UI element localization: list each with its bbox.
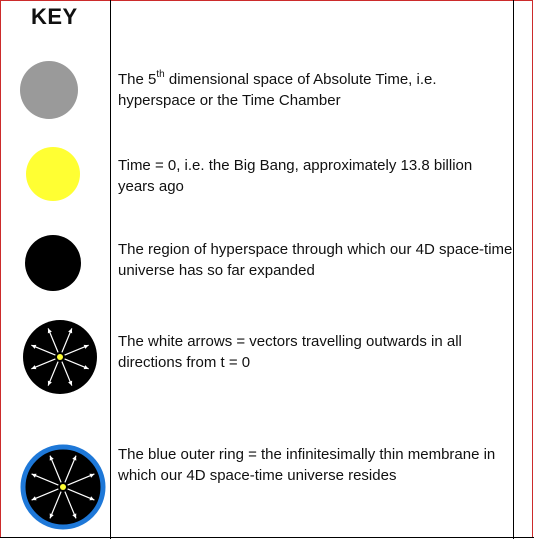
yellow-circle-icon xyxy=(18,134,100,216)
entry-expanded-region: The region of hyperspace through which our 4D space-time universe has so far expanded xyxy=(118,241,513,279)
entry-white-arrows: The white arrows = vectors travelling outwards in all directions from t = 0 xyxy=(118,333,462,371)
entry-hyperspace-text-a: The 5 xyxy=(118,71,157,88)
entry-hyperspace xyxy=(118,69,513,111)
entry-hyperspace-text-b: dimensional space of Absolute Time, i.e. hyperspace or the Time Chamber xyxy=(118,71,437,109)
blue-ring-circle-icon xyxy=(18,442,108,532)
entry-big-bang: Time = 0, i.e. the Big Bang, approximately 13.8 billion years ago xyxy=(118,157,473,195)
center-dot-icon xyxy=(57,354,63,360)
column-divider-right xyxy=(513,0,514,539)
entry-hyperspace-sup: th xyxy=(156,69,165,80)
key-title: KEY xyxy=(31,4,78,29)
gray-circle-icon xyxy=(18,49,100,131)
arrows-circle-icon xyxy=(18,316,100,398)
black-circle-icon xyxy=(18,222,100,304)
center-dot-icon xyxy=(60,484,66,490)
entry-blue-ring: The blue outer ring = the infinitesimally thin membrane in which our 4D space-time universe resides xyxy=(118,446,496,484)
column-divider-left xyxy=(110,0,111,539)
bottom-border xyxy=(0,537,534,538)
